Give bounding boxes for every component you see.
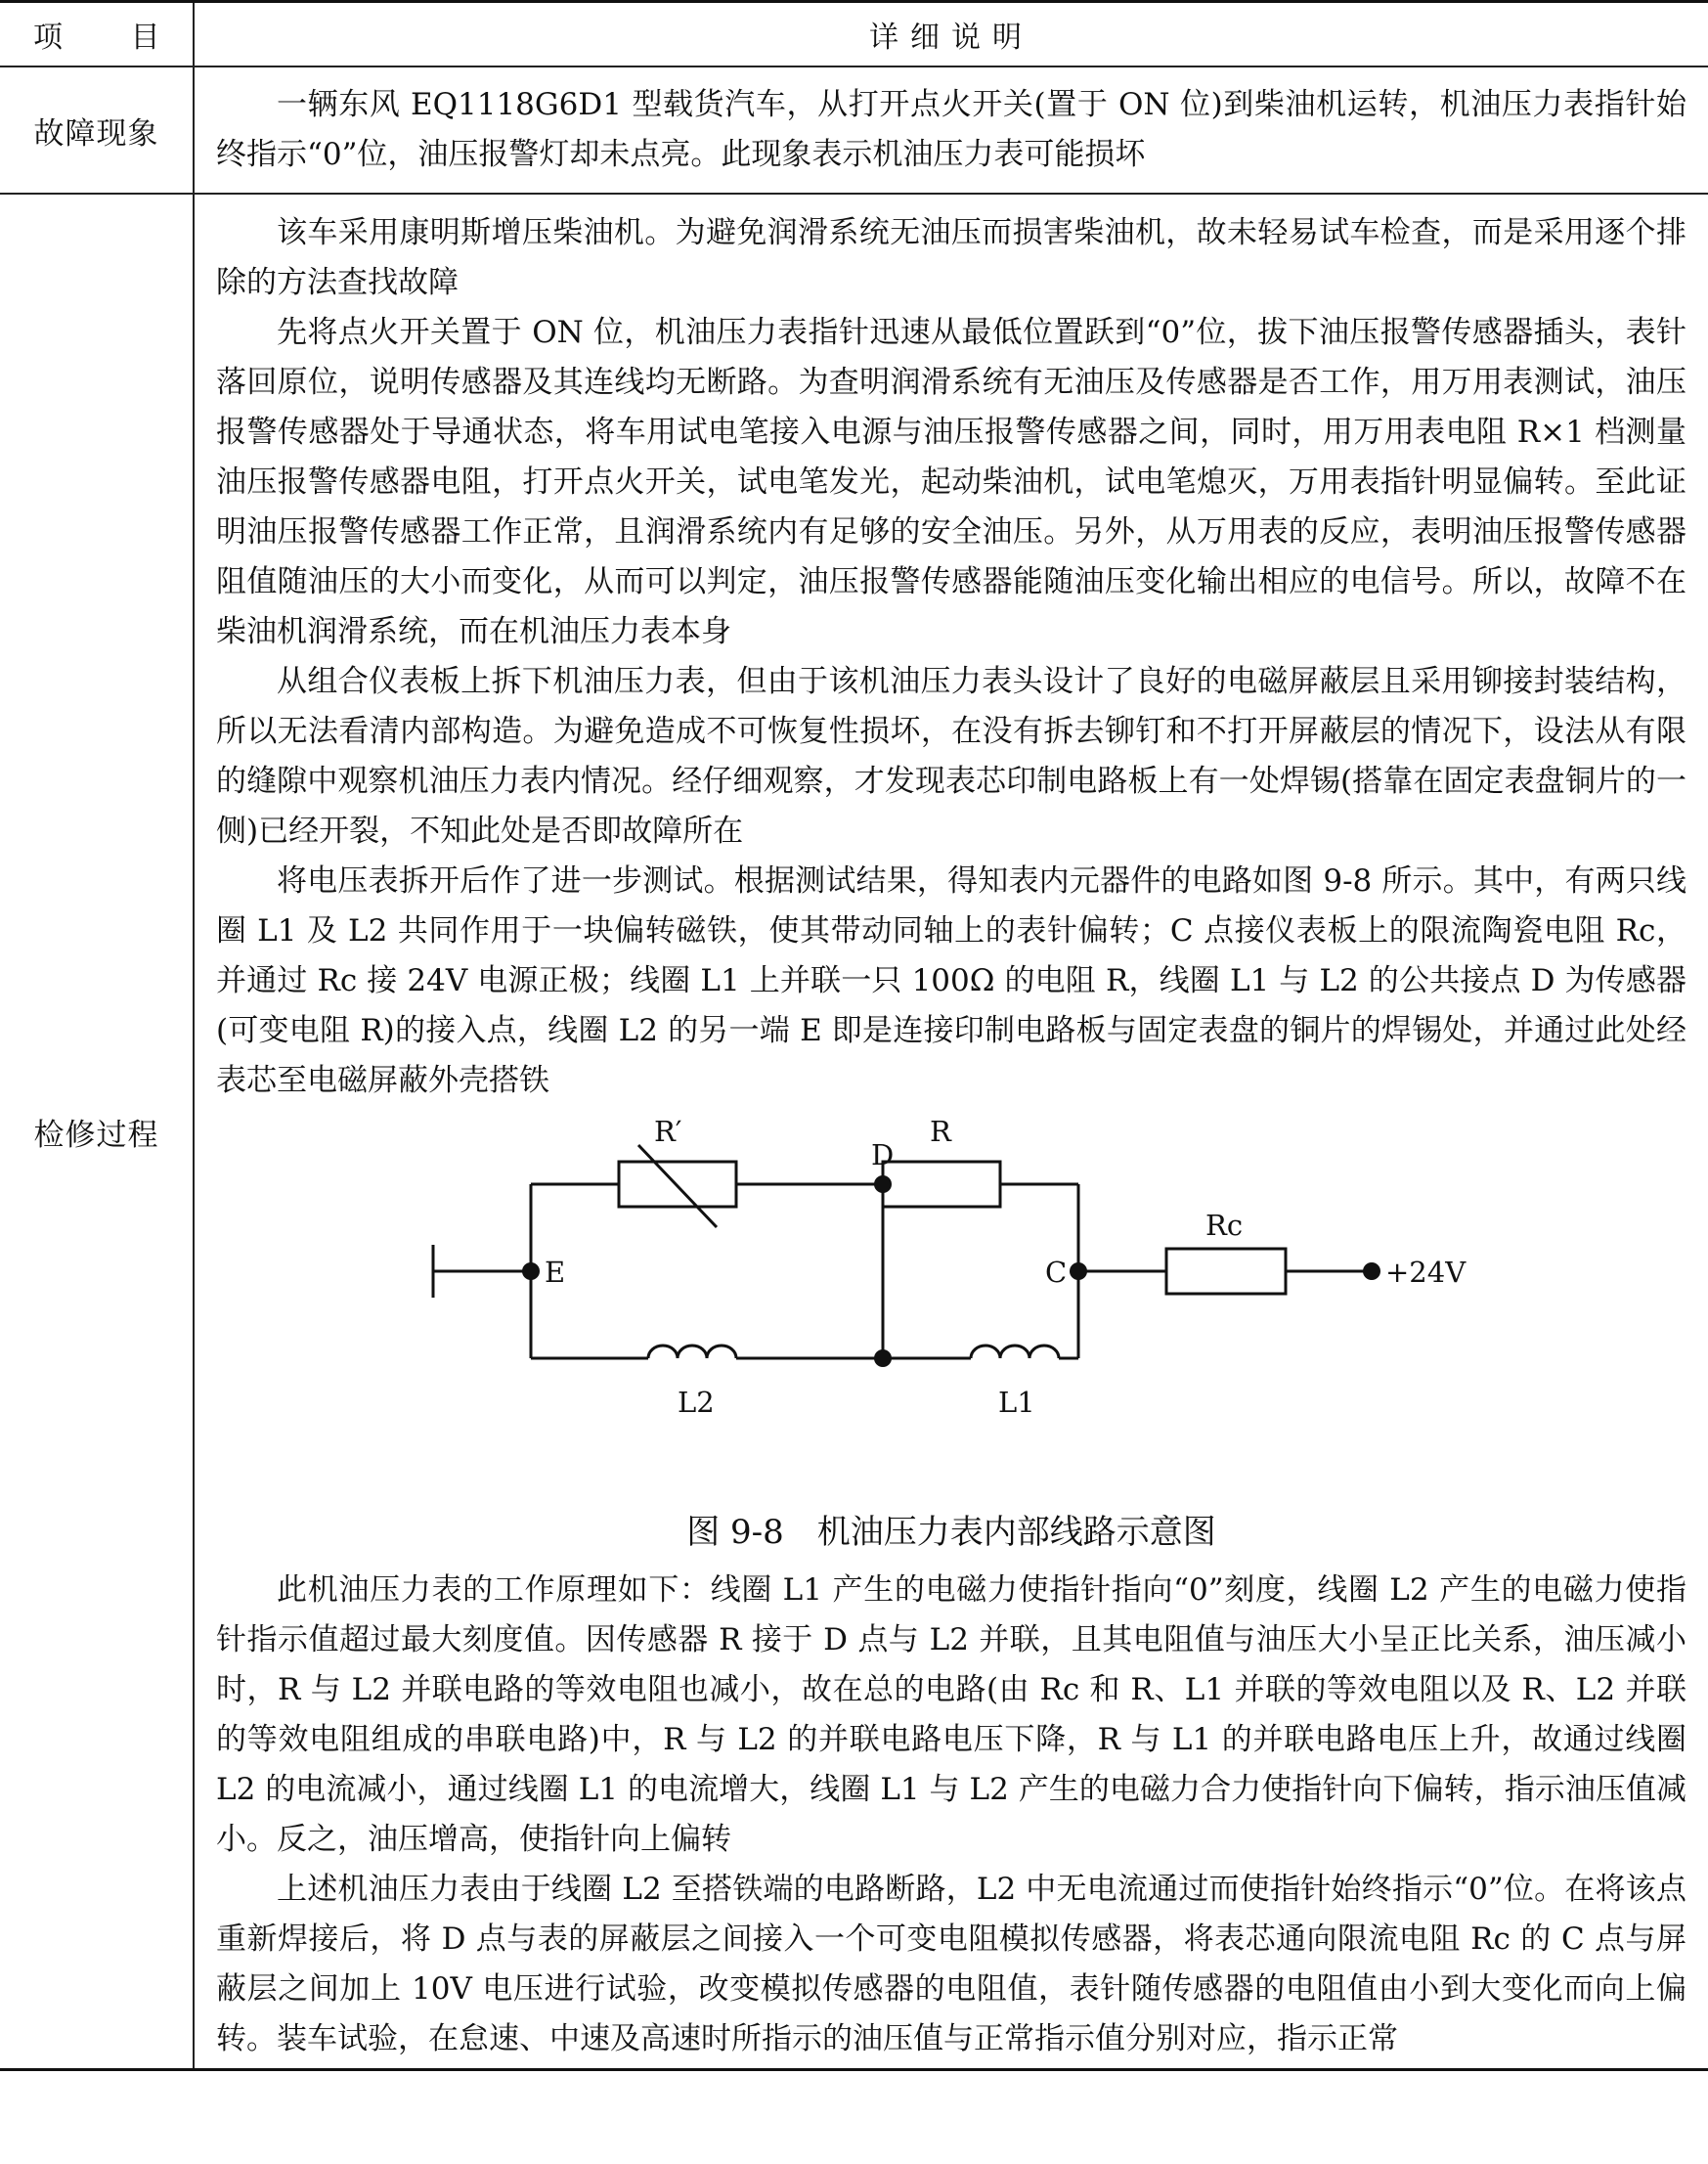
table-header-row [0,2,1708,67]
repair-paragraph-1: 该车采用康明斯增压柴油机。为避免润滑系统无油压而损害柴油机，故未轻易试车检查，而是采用逐个排除的方法查找故障 [216,215,1686,300]
label-c: C [1045,1256,1068,1289]
figure-caption: 图 9-8 机油压力表内部线路示意图 [686,1513,1216,1552]
repair-paragraph-3: 从组合仪表板上拆下机油压力表，但由于该机油压力表头设计了良好的电磁屏蔽层且采用铆接封装结构，所以无法看清内部构造。为避免造成不可恢复性损坏，在没有拆去铆钉和不打开屏蔽层的情况下，设法从有限的缝隙中观察机油压力表内情况。经仔细观察，才发现表芯印制电路板上有一处焊锡(搭靠在固定表盘铜片的一侧)已经开裂，不知此处是否即故障所在 [216,664,1686,849]
node-d-bottom [874,1349,892,1367]
symptom-paragraph: 一辆东风 EQ1118G6D1 型载货汽车，从打开点火开关(置于 ON 位)到柴油机运转，机油压力表指针始终指示“0”位，油压报警灯却未点亮。此现象表示机油压力表可能损坏 [216,87,1686,172]
repair-paragraph-5: 此机油压力表的工作原理如下：线圈 L1 产生的电磁力使指针指向“0”刻度，线圈 L2 产生的电磁力使指针指示值超过最大刻度值。因传感器 R 接于 D 点与 L2 并联，且其电阻值与油压大小呈正比关系，油压减小时，R 与 L2 并联电路的等效电阻也减小，故在总的电路(由 Rc 和 R、L1 并联的等效电阻以及 R、L2 并联的等效电阻组成的串联电路)中，R 与 L2 的并联电路电压下降，R 与 L1 的并联电路电压上升，故通过线圈 L2 的电流减小，通过线圈 L1 的电流增大，线圈 L1 与 L2 产生的电磁力合力使指针向下偏转，指示油压值减小。反之，油压增高，使指针向上偏转 [216,1572,1686,1857]
node-c [1070,1262,1087,1280]
label-e: E [545,1256,566,1289]
header-item: 项 目 [0,2,194,67]
row-content-symptom [194,66,1708,194]
repair-paragraph-4: 将电压表拆开后作了进一步测试。根据测试结果，得知表内元器件的电路如图 9-8 所示。其中，有两只线圈 L1 及 L2 共同作用于一块偏转磁铁，使其带动同轴上的表针偏转；C 点接仪表板上的限流陶瓷电阻 Rc，并通过 Rc 接 24V 电源正极；线圈 L1 上并联一只 100Ω 的电阻 R，线圈 L1 与 L2 的公共接点 D 为传感器(可变电阻 R)的接入点，线圈 L2 的另一端 E 即是连接印制电路板与固定表盘的铜片的焊锡处，并通过此处经表芯至电磁屏蔽外壳搭铁 [216,863,1686,1098]
resistor-r [883,1162,1000,1207]
node-e [522,1262,540,1280]
table-row [0,194,1708,2070]
label-supply: +24V [1385,1256,1467,1289]
coil-l2 [648,1346,736,1358]
node-supply [1363,1262,1380,1280]
coil-l1 [971,1346,1059,1358]
label-l2: L2 [678,1386,715,1419]
table-row [0,66,1708,194]
label-l1: L1 [998,1386,1035,1419]
row-content-repair [194,194,1708,2070]
label-rc: Rc [1205,1209,1244,1242]
row-label-repair: 检修过程 [0,194,194,2070]
repair-paragraph-2: 先将点火开关置于 ON 位，机油压力表指针迅速从最低位置跃到“0”位，拔下油压报警传感器插头，表针落回原位，说明传感器及其连线均无断路。为查明润滑系统有无油压及传感器是否工作，用万用表测试，油压报警传感器处于导通状态，将车用试电笔接入电源与油压报警传感器之间，同时，用万用表电阻 R×1 档测量油压报警传感器电阻，打开点火开关，试电笔发光，起动柴油机，试电笔熄灭，万用表指针明显偏转。至此证明油压报警传感器工作正常，且润滑系统内有足够的安全油压。另外，从万用表的反应，表明油压报警传感器阻值随油压的大小而变化，从而可以判定，油压报警传感器能随油压变化输出相应的电信号。所以，故障不在柴油机润滑系统，而在机油压力表本身 [216,315,1686,649]
row-label-symptom: 故障现象 [0,66,194,194]
circuit-svg [216,1106,1687,1507]
variable-resistor-arrow [638,1145,717,1227]
node-d-top [874,1175,892,1193]
resistor-rc [1166,1249,1286,1294]
label-r: R [930,1115,951,1148]
repair-paragraph-6: 上述机油压力表由于线圈 L2 至搭铁端的电路断路，L2 中无电流通过而使指针始终指示“0”位。在将该点重新焊接后，将 D 点与表的屏蔽层之间接入一个可变电阻模拟传感器，将表芯通向限流电阻 Rc 的 C 点与屏蔽层之间加上 10V 电压进行试验，改变模拟传感器的电阻值，表针随传感器的电阻值由小到大变化而向上偏转。装车试验，在怠速、中速及高速时所指示的油压值与正常指示值分别对应，指示正常 [216,1872,1686,2056]
label-r-prime: R′ [654,1115,682,1148]
header-detail: 详细说明 [194,2,1708,67]
circuit-diagram [216,1106,1686,1566]
label-d: D [871,1138,895,1171]
